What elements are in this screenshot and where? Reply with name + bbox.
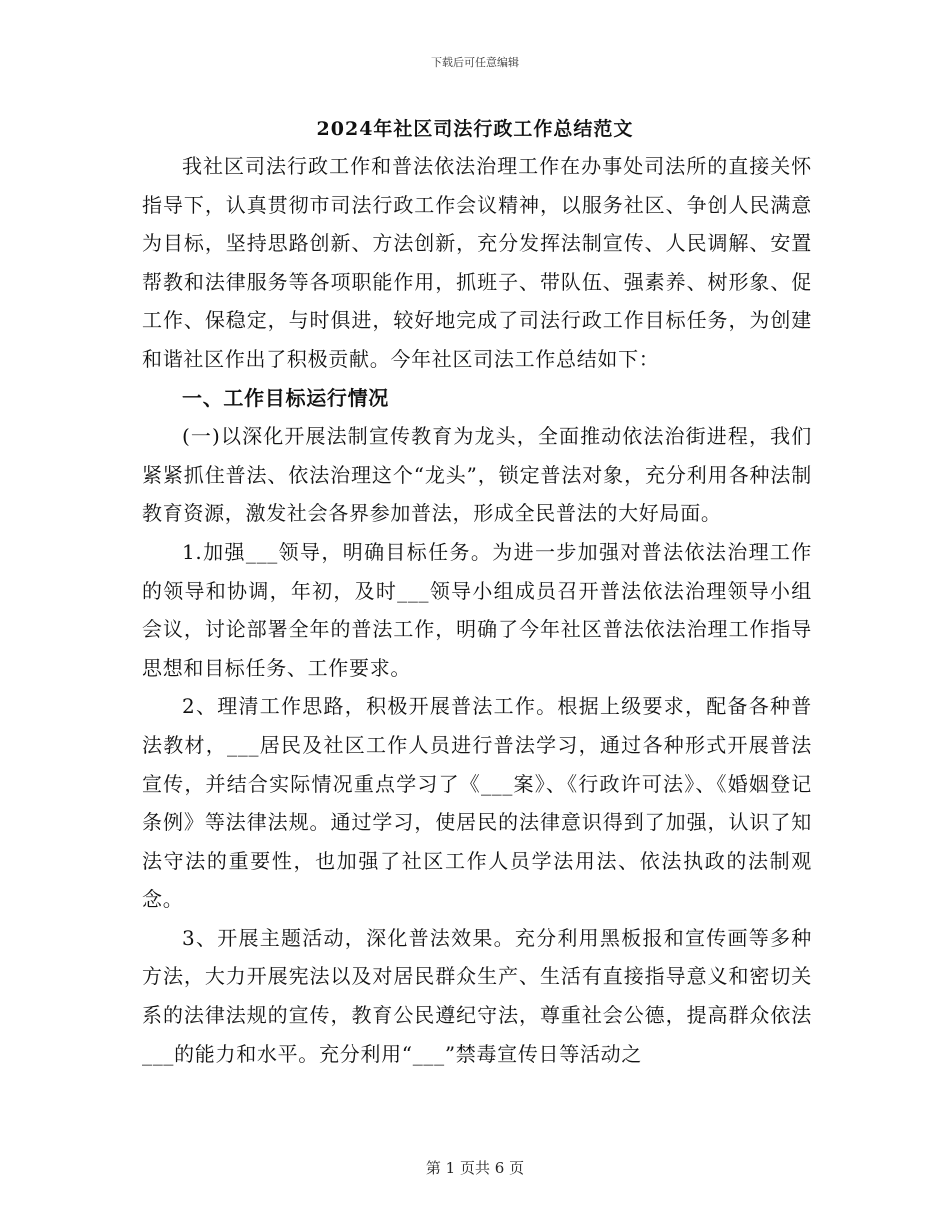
document-title: 2024年社区司法行政工作总结范文 [316,118,634,140]
section-paragraph: (一)以深化开展法制宣传教育为龙头，全面推动依法治街进程，我们紧紧抓住普法、依法治理这个“龙头”，锁定普法对象，充分利用各种法制教育资源，激发社会各界参加普法，形成全民普法的大好局面。 [142,424,812,526]
list-item-1: 1.加强___领导，明确目标任务。为进一步加强对普法依法治理工作的领导和协调，年初，及时___领导小组成员召开普法依法治理领导小组会议，讨论部署全年的普法工作，明确了今年社区普法依法治理工作指导思想和目标任务、工作要求。 [142,539,812,680]
page-number: 第 1 页共 6 页 [425,1159,525,1177]
download-note: 下载后可任意编辑 [431,56,519,69]
document-body [142,147,812,1073]
intro-paragraph: 我社区司法行政工作和普法依法治理工作在办事处司法所的直接关怀指导下，认真贯彻市司法行政工作会议精神，以服务社区、争创人民满意为目标，坚持思路创新、方法创新，充分发挥法制宣传、人民调解、安置帮教和法律服务等各项职能作用，抓班子、带队伍、强素养、树形象、促工作、保稳定，与时俱进，较好地完成了司法行政工作目标任务，为创建和谐社区作出了积极贡献。今年社区司法工作总结如下： [142,154,812,371]
list-item-2: 2、理清工作思路，积极开展普法工作。根据上级要求，配备各种普法教材，___居民及社区工作人员进行普法学习，通过各种形式开展普法宣传，并结合实际情况重点学习了《___案》、《行政许可法》、《婚姻登记条例》等法律法规。通过学习，使居民的法律意识得到了加强，认识了知法守法的重要性，也加强了社区工作人员学法用法、依法执政的法制观念。 [142,694,812,912]
section-heading: 一、工作目标运行情况 [182,385,389,410]
list-item-3: 3、开展主题活动，深化普法效果。充分利用黑板报和宣传画等多种方法，大力开展宪法以及对居民群众生产、生活有直接指导意义和密切关系的法律法规的宣传，教育公民遵纪守法，尊重社会公德，提高群众依法___的能力和水平。充分利用“___”禁毒宣传日等活动之 [142,925,812,1066]
